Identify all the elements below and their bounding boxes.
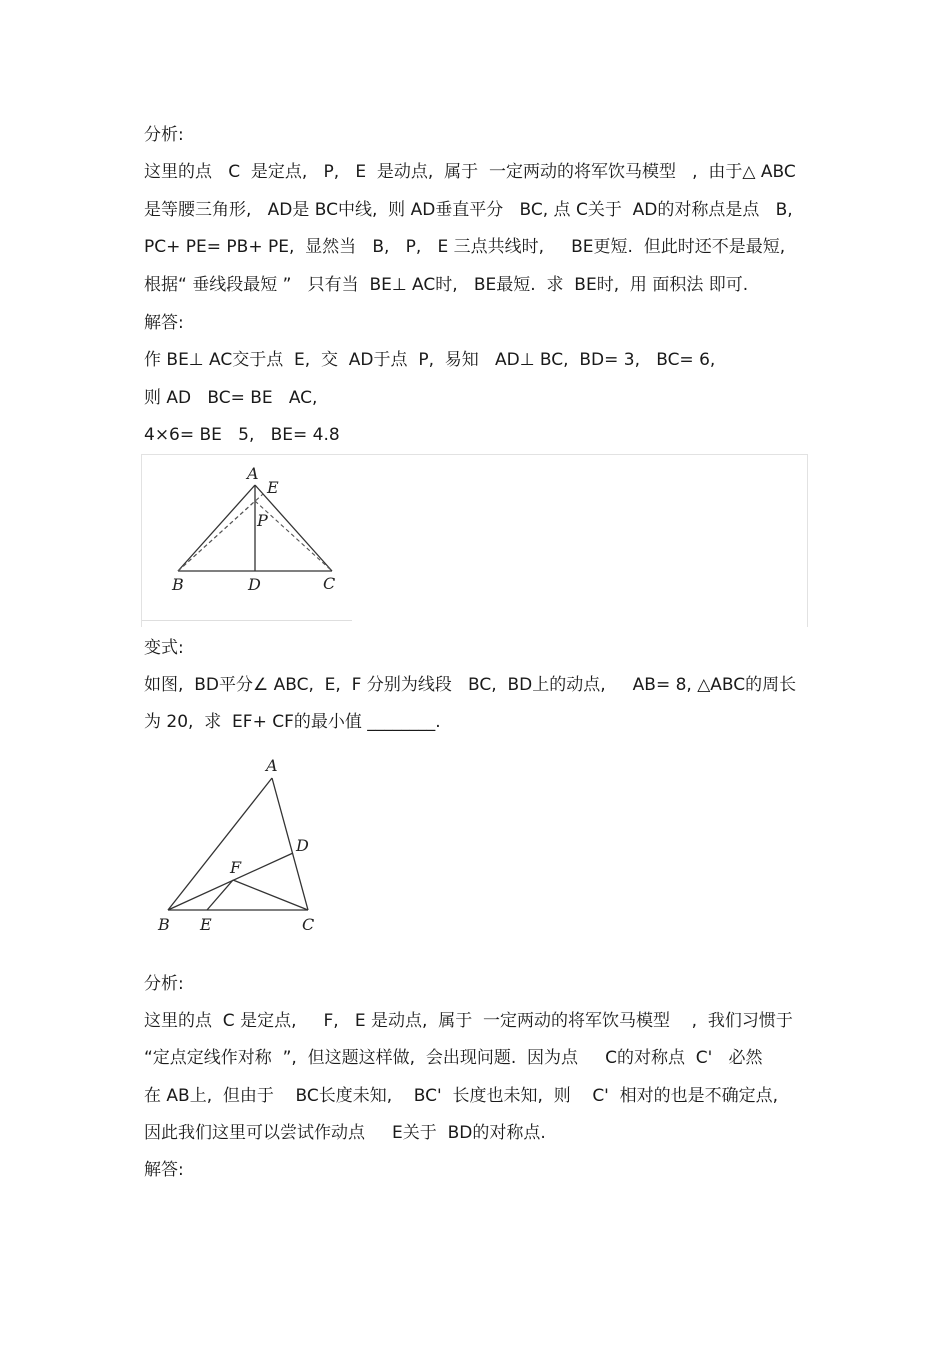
fig1-label-d: D — [248, 575, 261, 594]
variant-problem-line-1: 如图, BD平分∠ ABC, E, F 分别为线段 BC, BD上的动点, AB= 8, △ABC的周长 — [144, 675, 797, 695]
fig2-side-ab — [168, 778, 272, 910]
answer-heading-1: 解答: — [144, 313, 184, 333]
fig1-label-e: E — [267, 478, 279, 497]
answer-line-2: 则 AD BC= BE AC, — [144, 388, 318, 408]
fig2-segment-fe — [207, 880, 233, 910]
fig1-label-b: B — [172, 575, 184, 594]
fig1-label-c: C — [323, 574, 336, 593]
analysis2-line-2: “定点定线作对称 ”, 但这题这样做, 会出现问题. 因为点 C的对称点 C' 必然 — [144, 1048, 763, 1068]
fig1-label-p: P — [257, 511, 268, 530]
figure-2-triangle — [150, 750, 350, 940]
fig2-label-c: C — [302, 915, 315, 934]
fig2-label-a: A — [266, 756, 278, 775]
answer-line-3: 4×6= BE 5, BE= 4.8 — [144, 425, 340, 445]
analysis-line-4: 根据“ 垂线段最短 ” 只有当 BE⊥ AC时, BE最短. 求 BE时, 用 面积法 即可. — [144, 275, 749, 295]
analysis-heading-1: 分析: — [144, 125, 184, 145]
fig2-label-d: D — [296, 836, 309, 855]
analysis-line-2: 是等腰三角形, AD是 BC中线, 则 AD垂直平分 BC, 点 C关于 AD的对称点是点 B, — [144, 200, 793, 220]
fig2-label-e: E — [200, 915, 212, 934]
fig2-label-f: F — [230, 858, 242, 877]
analysis2-line-4: 因此我们这里可以尝试作动点 E关于 BD的对称点. — [144, 1123, 546, 1143]
fig1-label-a: A — [247, 464, 259, 483]
variant-problem-line-2: 为 20, 求 EF+ CF的最小值 ________. — [144, 712, 441, 732]
figure-1-triangle — [142, 455, 807, 627]
answer-heading-2: 解答: — [144, 1160, 184, 1180]
analysis-line-1: 这里的点 C 是定点, P, E 是动点, 属于 一定两动的将军饮马模型 , 由于△ ABC — [144, 162, 796, 182]
figure-1-frame — [141, 454, 808, 627]
fig1-segment-bp — [178, 501, 255, 571]
analysis2-line-1: 这里的点 C 是定点, F, E 是动点, 属于 一定两动的将军饮马模型 , 我们习惯于 — [144, 1011, 793, 1031]
fig1-side-ab — [178, 485, 255, 571]
variant-heading: 变式: — [144, 638, 184, 658]
answer-line-1: 作 BE⊥ AC交于点 E, 交 AD于点 P, 易知 AD⊥ BC, BD= 3, BC= 6, — [144, 350, 716, 370]
fig2-segment-fc — [233, 880, 308, 910]
analysis2-line-3: 在 AB上, 但由于 BC长度未知, BC' 长度也未知, 则 C' 相对的也是不确定点, — [144, 1086, 779, 1106]
fig2-label-b: B — [158, 915, 170, 934]
analysis-line-3: PC+ PE= PB+ PE, 显然当 B, P, E 三点共线时, BE更短. 但此时还不是最短, — [144, 237, 786, 257]
analysis-heading-2: 分析: — [144, 974, 184, 994]
